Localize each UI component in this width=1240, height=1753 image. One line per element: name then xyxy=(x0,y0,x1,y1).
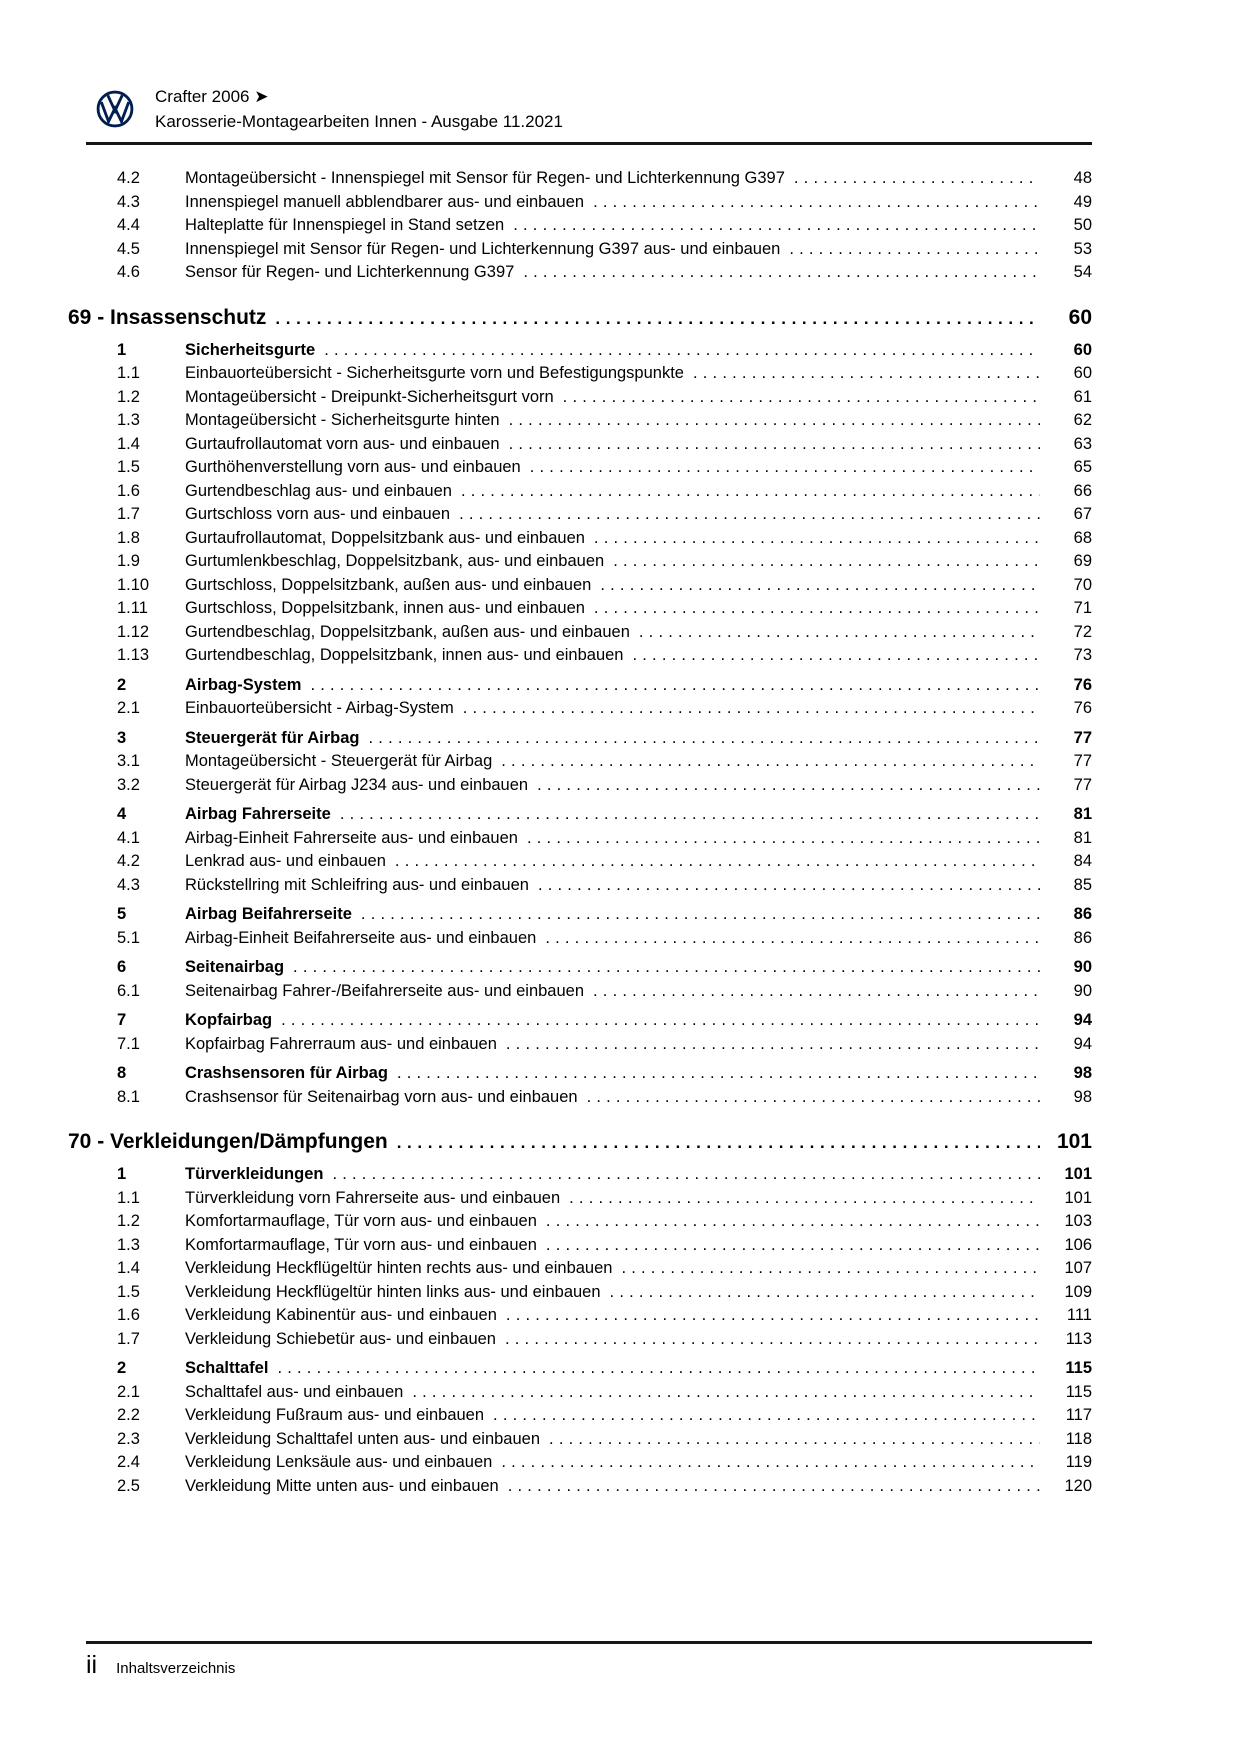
toc-entry xyxy=(68,1281,1092,1305)
dot-leader xyxy=(613,550,1040,574)
vw-logo-icon xyxy=(96,90,134,128)
toc-entry-number: 1.3 xyxy=(117,411,140,429)
header-divider xyxy=(86,142,1092,145)
toc-entry xyxy=(68,362,1092,386)
toc-entry-title: Airbag-Einheit Beifahrerseite aus- und einbauen xyxy=(185,928,537,947)
toc-entry-number: 4.5 xyxy=(117,239,140,258)
toc-entry xyxy=(68,621,1092,645)
toc-entry-number: 1.5 xyxy=(117,1282,140,1301)
toc-entry-page: 81 xyxy=(1073,828,1092,847)
dot-leader xyxy=(639,621,1040,645)
toc-entry-number: 8 xyxy=(117,1064,127,1082)
toc-entry-number: 7.1 xyxy=(117,1034,140,1053)
toc-entry-title: Gurtumlenkbeschlag, Doppelsitzbank, aus- und einbauen xyxy=(185,552,605,570)
dot-leader xyxy=(632,644,1040,668)
toc-entry-number: 1.11 xyxy=(117,599,148,617)
toc-entry-title: Einbauorteübersicht - Airbag-System xyxy=(185,699,454,717)
toc-entry-page: 77 xyxy=(1073,752,1092,770)
toc-entry-number: 2.4 xyxy=(117,1453,140,1471)
dot-leader xyxy=(794,167,1040,191)
toc-entry-page: 66 xyxy=(1073,481,1092,500)
toc-entry xyxy=(68,597,1092,621)
dot-leader xyxy=(509,433,1040,457)
toc-entry xyxy=(68,1086,1092,1110)
dot-leader xyxy=(506,1033,1040,1057)
dot-leader xyxy=(293,956,1040,980)
toc-entry xyxy=(68,1062,1092,1086)
toc-entry-page: 107 xyxy=(1064,1259,1092,1277)
dot-leader xyxy=(594,597,1040,621)
toc-entry-title: Verkleidung Fußraum aus- und einbauen xyxy=(185,1406,485,1424)
toc-entry-page: 63 xyxy=(1073,434,1092,453)
toc-entry-page: 68 xyxy=(1073,528,1092,547)
toc-entry-title: Montageübersicht - Dreipunkt-Sicherheitsgurt vorn xyxy=(185,387,554,406)
toc-entry-number: 1.1 xyxy=(117,1188,140,1207)
toc-entry xyxy=(68,956,1092,980)
toc-entry-title: Sicherheitsgurte xyxy=(185,340,316,359)
header-titles xyxy=(155,84,563,134)
toc-entry-page: 86 xyxy=(1073,905,1092,923)
toc-entry-number: 4.1 xyxy=(117,828,140,847)
toc-entry-page: 103 xyxy=(1064,1212,1092,1230)
toc-entry-number: 1.3 xyxy=(117,1235,140,1254)
toc-entry-page: 50 xyxy=(1073,216,1092,234)
toc-entry xyxy=(68,456,1092,480)
toc-entry-number: 4.2 xyxy=(117,169,140,187)
toc-entry-page: 77 xyxy=(1073,775,1092,794)
toc-entry-title: Gurtendbeschlag aus- und einbauen xyxy=(185,481,452,500)
toc-entry-title: Montageübersicht - Steuergerät für Airbag xyxy=(185,752,493,770)
dot-leader xyxy=(281,1009,1040,1033)
toc-entry-title: Verkleidung Heckflügeltür hinten rechts aus- und einbauen xyxy=(185,1259,613,1277)
dot-leader xyxy=(546,1234,1040,1258)
toc-entry-title: Türverkleidung vorn Fahrerseite aus- und einbauen xyxy=(185,1188,561,1207)
toc-entry-title: Innenspiegel mit Sensor für Regen- und Lichterkennung G397 aus- und einbauen xyxy=(185,239,781,258)
dot-leader xyxy=(549,1428,1040,1452)
dot-leader xyxy=(459,503,1040,527)
toc-entry-title: Seitenairbag Fahrer-/Beifahrerseite aus- und einbauen xyxy=(185,981,584,1000)
toc-entry-number: 2 xyxy=(117,675,127,694)
toc-entry-title: Lenkrad aus- und einbauen xyxy=(185,852,386,870)
toc-entry xyxy=(68,674,1092,698)
toc-entry-page: 86 xyxy=(1073,928,1092,947)
toc-entry xyxy=(68,339,1092,363)
toc-entry xyxy=(68,903,1092,927)
dot-leader xyxy=(501,750,1040,774)
dot-leader xyxy=(361,903,1040,927)
toc-entry-number: 5 xyxy=(117,905,127,923)
toc-entry-number: 3.2 xyxy=(117,775,140,794)
toc-entry-title: Airbag-Einheit Fahrerseite aus- und einbauen xyxy=(185,828,518,847)
toc-entry xyxy=(68,803,1092,827)
toc-entry-page: 72 xyxy=(1073,622,1092,641)
dot-leader xyxy=(275,304,1040,334)
toc-entry xyxy=(68,409,1092,433)
toc-entry-number: 1.1 xyxy=(117,364,140,382)
toc-entry-page: 48 xyxy=(1073,169,1092,187)
dot-leader xyxy=(530,456,1040,480)
toc-entry xyxy=(68,927,1092,951)
toc-chapter-page: 60 xyxy=(1068,305,1092,329)
toc-entry-number: 1 xyxy=(117,340,127,359)
toc-entry-title: Verkleidung Kabinentür aus- und einbauen xyxy=(185,1306,497,1324)
dot-leader xyxy=(324,339,1040,363)
dot-leader xyxy=(509,409,1040,433)
toc-entry xyxy=(68,1187,1092,1211)
page-header xyxy=(96,84,1092,134)
toc-entry-page: 49 xyxy=(1073,192,1092,211)
toc-entry-number: 1.2 xyxy=(117,387,140,406)
dot-leader xyxy=(493,1404,1040,1428)
toc-entry-title: Montageübersicht - Innenspiegel mit Sensor für Regen- und Lichterkennung G397 xyxy=(185,169,785,187)
dot-leader xyxy=(594,527,1040,551)
toc-entry xyxy=(68,980,1092,1004)
toc-entry-page: 65 xyxy=(1073,458,1092,476)
dot-leader xyxy=(563,386,1040,410)
toc-entry-number: 4.6 xyxy=(117,263,140,281)
toc-entry-page: 117 xyxy=(1065,1406,1092,1424)
toc-entry xyxy=(68,261,1092,285)
toc-entry-number: 2.3 xyxy=(117,1429,140,1448)
dot-leader xyxy=(505,1328,1040,1352)
toc-entry-number: 6.1 xyxy=(117,981,140,1000)
toc-entry-page: 61 xyxy=(1073,387,1092,406)
toc-entry xyxy=(68,697,1092,721)
toc-entry xyxy=(68,503,1092,527)
toc-entry-page: 101 xyxy=(1064,1165,1092,1183)
toc-chapter-title: 69 - Insassenschutz xyxy=(68,305,267,329)
toc-entry-page: 60 xyxy=(1073,364,1092,382)
toc-entry-title: Einbauorteübersicht - Sicherheitsgurte vorn und Befestigungspunkte xyxy=(185,364,684,382)
toc-entry-title: Gurtaufrollautomat vorn aus- und einbauen xyxy=(185,434,500,453)
dot-leader xyxy=(545,927,1040,951)
toc-entry-number: 1.7 xyxy=(117,505,140,523)
dot-leader xyxy=(463,697,1040,721)
dot-leader xyxy=(397,1128,1040,1158)
toc-entry-number: 1.10 xyxy=(117,575,150,594)
dot-leader xyxy=(527,827,1040,851)
header-model-line: Crafter 2006 ➤ xyxy=(155,87,269,106)
toc-entry-number: 8.1 xyxy=(117,1087,140,1106)
toc-entry-page: 84 xyxy=(1073,852,1092,870)
dot-leader xyxy=(593,191,1040,215)
header-doc-title-line: Karosserie-Montagearbeiten Innen - Ausgabe 11.2021 xyxy=(155,112,563,131)
toc-entry xyxy=(68,1428,1092,1452)
toc-entry-title: Airbag-System xyxy=(185,675,302,694)
toc-entry-number: 1.6 xyxy=(117,481,140,500)
toc-entry-title: Verkleidung Mitte unten aus- und einbauen xyxy=(185,1476,499,1495)
toc-entry xyxy=(68,874,1092,898)
dot-leader xyxy=(310,674,1040,698)
toc-entry-title: Schalttafel aus- und einbauen xyxy=(185,1382,404,1401)
toc-entry-page: 119 xyxy=(1065,1453,1092,1471)
toc-entry xyxy=(68,1257,1092,1281)
toc-entry-title: Türverkleidungen xyxy=(185,1165,324,1183)
toc-entry-title: Gurtschloss, Doppelsitzbank, innen aus- und einbauen xyxy=(185,599,585,617)
toc-entry-number: 1.13 xyxy=(117,646,150,664)
toc-entry-title: Airbag Fahrerseite xyxy=(185,805,331,823)
dot-leader xyxy=(506,1304,1040,1328)
toc-entry xyxy=(68,1304,1092,1328)
toc-entry-page: 115 xyxy=(1065,1359,1092,1377)
toc-entry-number: 2.2 xyxy=(117,1406,140,1424)
toc-entry-page: 94 xyxy=(1073,1011,1092,1029)
dot-leader xyxy=(340,803,1040,827)
toc-entry-number: 1.9 xyxy=(117,552,140,570)
toc-entry-title: Schalttafel xyxy=(185,1359,269,1377)
toc-entry xyxy=(68,1033,1092,1057)
toc-entry xyxy=(68,774,1092,798)
toc-entry-page: 76 xyxy=(1073,675,1092,694)
toc-entry-title: Steuergerät für Airbag xyxy=(185,728,360,747)
dot-leader xyxy=(600,574,1040,598)
toc-entry-title: Seitenairbag xyxy=(185,958,285,976)
dot-leader xyxy=(397,1062,1040,1086)
toc-entry-page: 111 xyxy=(1066,1306,1092,1324)
toc-entry-page: 118 xyxy=(1065,1429,1092,1448)
toc-entry-page: 101 xyxy=(1064,1188,1092,1207)
toc-entry-page: 70 xyxy=(1073,575,1092,594)
toc-entry-number: 1.4 xyxy=(117,434,140,453)
dot-leader xyxy=(332,1163,1040,1187)
toc-entry-page: 115 xyxy=(1065,1382,1092,1401)
toc-entry-title: Halteplatte für Innenspiegel in Stand setzen xyxy=(185,216,505,234)
toc-entry-page: 53 xyxy=(1073,239,1092,258)
toc-entry-number: 1.4 xyxy=(117,1259,140,1277)
dot-leader xyxy=(789,238,1040,262)
toc-entry-page: 113 xyxy=(1065,1329,1092,1348)
toc-entry-title: Gurtendbeschlag, Doppelsitzbank, innen aus- und einbauen xyxy=(185,646,624,664)
dot-leader xyxy=(538,874,1040,898)
toc-entry xyxy=(68,1475,1092,1499)
toc-entry-number: 1 xyxy=(117,1165,127,1183)
toc-entry-title: Innenspiegel manuell abblendbarer aus- und einbauen xyxy=(185,192,585,211)
toc-entry-page: 106 xyxy=(1064,1235,1092,1254)
toc-entry-title: Verkleidung Schalttafel unten aus- und einbauen xyxy=(185,1429,541,1448)
dot-leader xyxy=(621,1257,1040,1281)
toc-entry-page: 54 xyxy=(1073,263,1092,281)
dot-leader xyxy=(593,980,1040,1004)
toc-entry-page: 77 xyxy=(1073,728,1092,747)
toc-entry xyxy=(68,1328,1092,1352)
toc-entry xyxy=(68,750,1092,774)
toc-entry-number: 3 xyxy=(117,728,127,747)
toc-entry-title: Gurthöhenverstellung vorn aus- und einbauen xyxy=(185,458,521,476)
dot-leader xyxy=(277,1357,1040,1381)
footer-page-number: ii xyxy=(86,1651,98,1679)
toc-entry-number: 6 xyxy=(117,958,127,976)
toc-chapter-page: 101 xyxy=(1056,1130,1092,1153)
toc-entry-number: 2.1 xyxy=(117,699,140,717)
toc-entry-page: 90 xyxy=(1073,958,1092,976)
toc-entry-title: Verkleidung Heckflügeltür hinten links aus- und einbauen xyxy=(185,1282,601,1301)
dot-leader xyxy=(412,1381,1040,1405)
toc-entry-title: Verkleidung Lenksäule aus- und einbauen xyxy=(185,1453,493,1471)
toc-entry-page: 98 xyxy=(1073,1087,1092,1106)
toc-entry-page: 69 xyxy=(1073,552,1092,570)
toc-entry-page: 62 xyxy=(1073,411,1092,429)
toc-entry xyxy=(68,191,1092,215)
toc-entry-number: 4 xyxy=(117,805,127,823)
toc-entry xyxy=(68,850,1092,874)
toc-entry xyxy=(68,574,1092,598)
toc-entry-title: Gurtaufrollautomat, Doppelsitzbank aus- und einbauen xyxy=(185,528,585,547)
toc-entry-title: Montageübersicht - Sicherheitsgurte hinten xyxy=(185,411,500,429)
toc-entry-title: Sensor für Regen- und Lichterkennung G397 xyxy=(185,263,515,281)
page-footer xyxy=(68,1641,1092,1678)
dot-leader xyxy=(513,214,1040,238)
footer-divider xyxy=(86,1641,1092,1644)
toc-entry-title: Kopfairbag xyxy=(185,1011,273,1029)
toc-entry xyxy=(68,480,1092,504)
dot-leader xyxy=(369,727,1040,751)
toc-entry-title: Gurtschloss, Doppelsitzbank, außen aus- und einbauen xyxy=(185,575,592,594)
toc-entry xyxy=(68,550,1092,574)
toc-entry xyxy=(68,827,1092,851)
dot-leader xyxy=(501,1451,1040,1475)
toc-entry-title: Komfortarmauflage, Tür vorn aus- und einbauen xyxy=(185,1212,537,1230)
dot-leader xyxy=(693,362,1040,386)
toc-chapter-heading xyxy=(68,1127,1092,1157)
toc-entry-number: 2.5 xyxy=(117,1476,140,1495)
toc-entry-title: Gurtschloss vorn aus- und einbauen xyxy=(185,505,451,523)
toc-entry-title: Crashsensoren für Airbag xyxy=(185,1064,388,1082)
toc-entry-title: Verkleidung Schiebetür aus- und einbauen xyxy=(185,1329,496,1348)
dot-leader xyxy=(395,850,1040,874)
toc-entry-page: 60 xyxy=(1073,340,1092,359)
toc-entry-number: 1.8 xyxy=(117,528,140,547)
toc-entry-number: 4.3 xyxy=(117,875,140,894)
dot-leader xyxy=(610,1281,1040,1305)
toc-entry-number: 2.1 xyxy=(117,1382,140,1401)
toc-entry-page: 120 xyxy=(1064,1476,1092,1495)
toc-entry-title: Komfortarmauflage, Tür vorn aus- und einbauen xyxy=(185,1235,537,1254)
toc-entry xyxy=(68,1234,1092,1258)
toc-entry-page: 109 xyxy=(1064,1282,1092,1301)
toc-entry xyxy=(68,527,1092,551)
toc-entry-number: 3.1 xyxy=(117,752,140,770)
dot-leader xyxy=(569,1187,1040,1211)
toc-entry-number: 1.12 xyxy=(117,622,150,641)
toc-entry xyxy=(68,1210,1092,1234)
toc-entry-number: 2 xyxy=(117,1359,127,1377)
toc-entry xyxy=(68,238,1092,262)
footer-line xyxy=(86,1652,1092,1678)
dot-leader xyxy=(587,1086,1040,1110)
dot-leader xyxy=(537,774,1040,798)
toc-entry-page: 73 xyxy=(1073,646,1092,664)
toc-entry-number: 4.2 xyxy=(117,852,140,870)
toc-entry xyxy=(68,214,1092,238)
toc-entry-title: Crashsensor für Seitenairbag vorn aus- und einbauen xyxy=(185,1087,578,1106)
toc-entry-page: 90 xyxy=(1073,981,1092,1000)
toc-entry-page: 94 xyxy=(1073,1034,1092,1053)
toc-entry xyxy=(68,644,1092,668)
toc-entry-title: Rückstellring mit Schleifring aus- und einbauen xyxy=(185,875,529,894)
toc-entry xyxy=(68,1404,1092,1428)
toc-entry xyxy=(68,433,1092,457)
toc-entry-page: 76 xyxy=(1073,699,1092,717)
toc-entry-number: 4.3 xyxy=(117,192,140,211)
toc-entry-number: 1.6 xyxy=(117,1306,140,1324)
toc-entry-number: 1.7 xyxy=(117,1329,140,1348)
toc-entry-number: 7 xyxy=(117,1011,127,1029)
toc-entry-page: 81 xyxy=(1073,805,1092,823)
toc-entry xyxy=(68,1381,1092,1405)
toc-entry-number: 1.5 xyxy=(117,458,140,476)
toc-entry xyxy=(68,1163,1092,1187)
toc-entry-page: 71 xyxy=(1073,599,1092,617)
toc-entry xyxy=(68,1451,1092,1475)
toc-entry xyxy=(68,1009,1092,1033)
toc-entry-page: 67 xyxy=(1073,505,1092,523)
toc-entry-title: Steuergerät für Airbag J234 aus- und einbauen xyxy=(185,775,529,794)
toc-entry-page: 98 xyxy=(1073,1064,1092,1082)
toc-list xyxy=(68,167,1092,1498)
toc-chapter-heading xyxy=(68,303,1092,333)
toc-chapter-title: 70 - Verkleidungen/Dämpfungen xyxy=(68,1130,388,1153)
toc-entry-number: 1.2 xyxy=(117,1212,140,1230)
toc-entry-title: Gurtendbeschlag, Doppelsitzbank, außen aus- und einbauen xyxy=(185,622,630,641)
footer-section-label: Inhaltsverzeichnis xyxy=(116,1660,236,1677)
toc-entry-number: 5.1 xyxy=(117,928,140,947)
dot-leader xyxy=(508,1475,1040,1499)
toc-entry-number: 4.4 xyxy=(117,216,140,234)
toc-entry-title: Kopfairbag Fahrerraum aus- und einbauen xyxy=(185,1034,497,1053)
toc-entry xyxy=(68,727,1092,751)
toc-entry xyxy=(68,386,1092,410)
dot-leader xyxy=(461,480,1040,504)
dot-leader xyxy=(546,1210,1040,1234)
toc-entry xyxy=(68,167,1092,191)
dot-leader xyxy=(523,261,1040,285)
toc-entry xyxy=(68,1357,1092,1381)
toc-entry-page: 85 xyxy=(1073,875,1092,894)
toc-entry-title: Airbag Beifahrerseite xyxy=(185,905,352,923)
